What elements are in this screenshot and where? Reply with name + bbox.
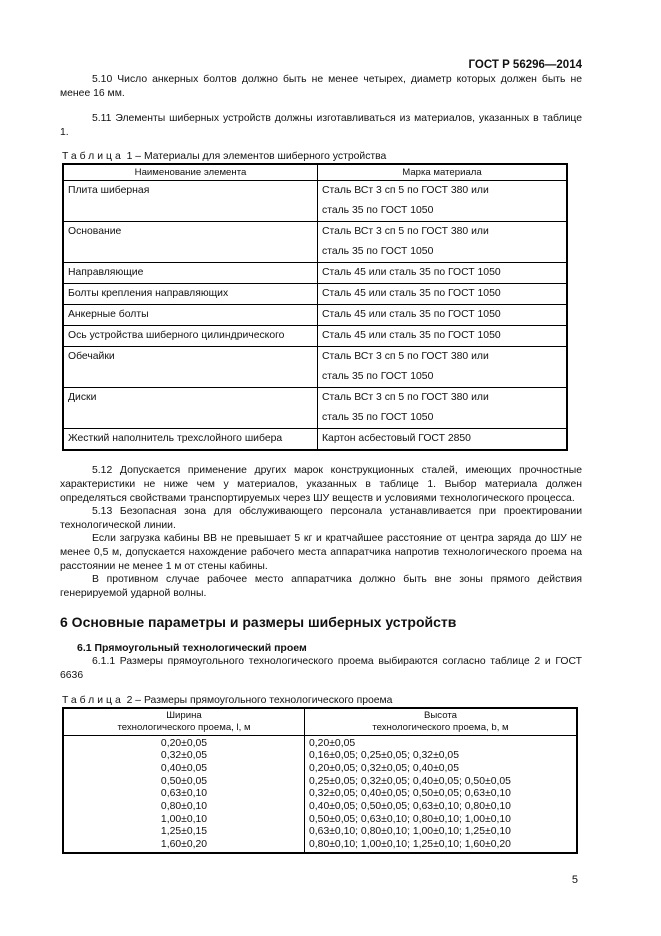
opening-width: 1,25±0,15 [63, 826, 305, 839]
paragraph-5-11: 5.11 Элементы шиберных устройств должны изготавливаться из материалов, указанных в таблице 1. [60, 113, 582, 138]
element-name: Плита шиберная [63, 181, 318, 222]
opening-heights: 0,25±0,05; 0,32±0,05; 0,40±0,05; 0,50±0,05 [305, 776, 578, 789]
subsection-6-1-heading: 6.1 Прямоугольный технологический проем [77, 642, 307, 655]
section-6-heading: 6 Основные параметры и размеры шиберных устройств [60, 614, 457, 631]
material-line: сталь 35 по ГОСТ 1050 [322, 371, 434, 383]
material-grade [318, 429, 568, 451]
material-grade [318, 305, 568, 326]
paragraph-5-13-loading: Если загрузка кабины ВВ не превышает 5 кг и кратчайшее расстояние от центра заряда до ШУ не менее 0,5 м, допускается нахождение рабочего места аппаратчика напротив технологического проема на расстоянии не менее 1 м от стены кабины. [60, 533, 582, 572]
table-row [63, 788, 577, 801]
opening-width: 1,60±0,20 [63, 839, 305, 853]
opening-heights: 0,80±0,10; 1,00±0,10; 1,25±0,10; 1,60±0,20 [305, 839, 578, 853]
material-line: сталь 35 по ГОСТ 1050 [322, 205, 434, 217]
opening-width: 0,32±0,05 [63, 750, 305, 763]
opening-heights: 0,20±0,05 [305, 735, 578, 750]
element-name: Направляющие [63, 263, 318, 284]
material-line: Сталь 45 или сталь 35 по ГОСТ 1050 [322, 288, 501, 300]
table-row [63, 284, 567, 305]
table-row [63, 347, 567, 388]
table-row [63, 814, 577, 827]
opening-heights: 0,16±0,05; 0,25±0,05; 0,32±0,05 [305, 750, 578, 763]
material-grade [318, 222, 568, 263]
material-grade [318, 181, 568, 222]
opening-heights: 0,63±0,10; 0,80±0,10; 1,00±0,10; 1,25±0,10 [305, 826, 578, 839]
material-line: Сталь 45 или сталь 35 по ГОСТ 1050 [322, 267, 501, 279]
material-line: Сталь ВСт 3 сп 5 по ГОСТ 380 или [322, 185, 489, 197]
table1-caption-text: 1 – Материалы для элементов шиберного устройства [123, 151, 387, 163]
table-row [63, 181, 567, 222]
table-row [63, 388, 567, 429]
table2-header-height-line1: Высота [424, 709, 457, 721]
material-line: сталь 35 по ГОСТ 1050 [322, 246, 434, 258]
material-grade [318, 284, 568, 305]
paragraph-5-10: 5.10 Число анкерных болтов должно быть не менее четырех, диаметр которых должен быть не менее 16 мм. [60, 74, 582, 99]
table-row [63, 263, 567, 284]
table2-header-width-line1: Ширина [166, 709, 202, 721]
material-line: Сталь ВСт 3 сп 5 по ГОСТ 380 или [322, 351, 489, 363]
table-row [63, 776, 577, 789]
table1-caption [62, 151, 582, 163]
opening-heights: 0,40±0,05; 0,50±0,05; 0,63±0,10; 0,80±0,10 [305, 801, 578, 814]
paragraph-5-13-otherwise: В противном случае рабочее место аппаратчика должно быть вне зоны прямого действия генерируемой ударной волны. [60, 574, 582, 599]
opening-heights: 0,50±0,05; 0,63±0,10; 0,80±0,10; 1,00±0,10 [305, 814, 578, 827]
material-line: Сталь 45 или сталь 35 по ГОСТ 1050 [322, 330, 501, 342]
material-grade [318, 347, 568, 388]
table2-header-width [63, 708, 305, 736]
paragraph-5-13: 5.13 Безопасная зона для обслуживающего персонала устанавливается при проектировании технологической линии. [60, 506, 582, 531]
table-row [63, 763, 577, 776]
element-name: Ось устройства шиберного цилиндрического [63, 326, 318, 347]
table-row [63, 429, 567, 451]
opening-heights: 0,20±0,05; 0,32±0,05; 0,40±0,05 [305, 763, 578, 776]
material-line: Картон асбестовый ГОСТ 2850 [322, 433, 471, 445]
table-row [63, 826, 577, 839]
table-row [63, 801, 577, 814]
material-grade [318, 326, 568, 347]
table2-caption-text: 2 – Размеры прямоугольного технологического проема [123, 694, 393, 706]
opening-width: 0,63±0,10 [63, 788, 305, 801]
element-name: Анкерные болты [63, 305, 318, 326]
element-name: Болты крепления направляющих [63, 284, 318, 305]
element-name: Основание [63, 222, 318, 263]
materials-table [62, 163, 568, 451]
page-content [60, 58, 582, 887]
paragraph-5-12: 5.12 Допускается применение других марок конструкционных сталей, имеющих прочностные характеристики не ниже чем у материалов, указанных в таблице 1. Выбор материала должен определяться свойствами транспортируемых через ШУ веществ и условиями технологического процесса. [60, 465, 582, 504]
document-id-header: ГОСТ Р 56296—2014 [468, 59, 582, 71]
table-row [63, 735, 577, 750]
table2-header-height-line2: технологического проема, b, м [372, 721, 509, 733]
table2-caption-word: Таблица [62, 694, 124, 706]
opening-width: 1,00±0,10 [63, 814, 305, 827]
material-grade [318, 388, 568, 429]
opening-heights: 0,32±0,05; 0,40±0,05; 0,50±0,05; 0,63±0,10 [305, 788, 578, 801]
table1-header-element: Наименование элемента [63, 164, 318, 181]
page-number: 5 [571, 873, 578, 886]
opening-sizes-table [62, 707, 578, 854]
table-row [63, 305, 567, 326]
element-name: Жесткий наполнитель трехслойного шибера [63, 429, 318, 451]
table2-header-width-line2: технологического проема, l, м [117, 721, 251, 733]
table1-caption-word: Таблица [62, 151, 124, 163]
table-row [63, 326, 567, 347]
opening-width: 0,80±0,10 [63, 801, 305, 814]
material-line: сталь 35 по ГОСТ 1050 [322, 412, 434, 424]
material-grade [318, 263, 568, 284]
table1-header-material: Марка материала [318, 164, 568, 181]
table2-caption [62, 695, 582, 707]
element-name: Диски [63, 388, 318, 429]
table2-header-height [305, 708, 578, 736]
opening-width: 0,50±0,05 [63, 776, 305, 789]
opening-width: 0,40±0,05 [63, 763, 305, 776]
element-name: Обечайки [63, 347, 318, 388]
table-row [63, 750, 577, 763]
table-row [63, 839, 577, 853]
material-line: Сталь ВСт 3 сп 5 по ГОСТ 380 или [322, 392, 489, 404]
table-row [63, 222, 567, 263]
paragraph-6-1-1: 6.1.1 Размеры прямоугольного технологического проема выбираются согласно таблице 2 и ГОСТ 6636 [60, 656, 582, 681]
material-line: Сталь 45 или сталь 35 по ГОСТ 1050 [322, 309, 501, 321]
material-line: Сталь ВСт 3 сп 5 по ГОСТ 380 или [322, 226, 489, 238]
opening-width: 0,20±0,05 [63, 735, 305, 750]
